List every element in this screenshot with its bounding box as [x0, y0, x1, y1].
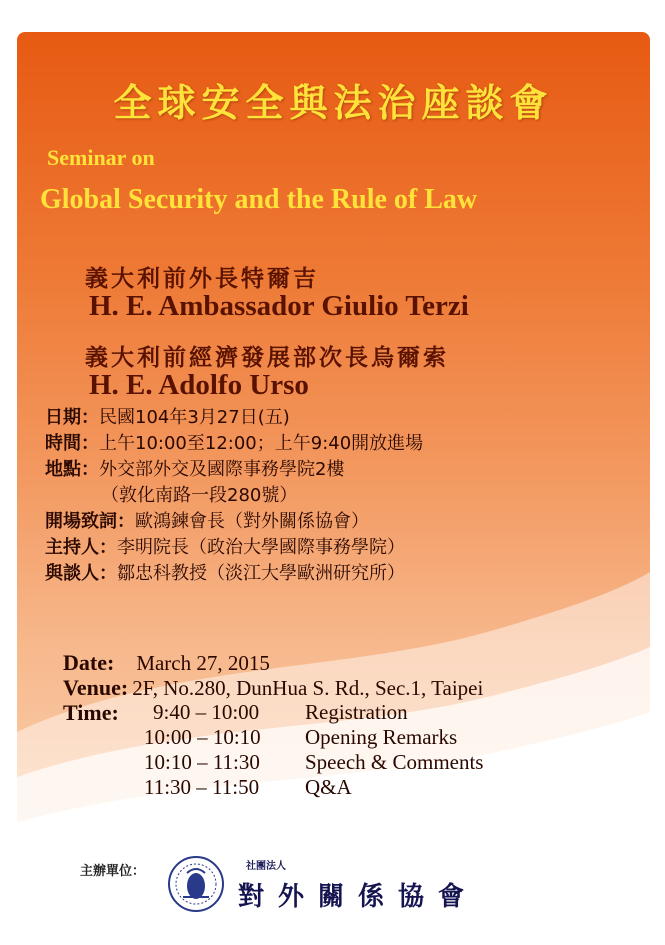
speaker-1-zh: 義大利前外長特爾吉	[85, 266, 319, 292]
org-name: 對外關係協會	[238, 882, 479, 912]
info-row-address: （敦化南路一段280號）	[101, 485, 298, 506]
info-row-venue: 地點：外交部外交及國際事務學院2樓	[45, 459, 345, 480]
schedule-time-2: 10:10 – 11:30	[144, 750, 260, 774]
en-time-row: Time:	[63, 700, 119, 725]
schedule-item-3: Q&A	[305, 775, 352, 799]
en-venue-row: Venue: 2F, No.280, DunHua S. Rd., Sec.1, Taipei	[63, 675, 484, 700]
info-row-date: 日期：民國104年3月27日(五)	[45, 407, 290, 428]
org-prefix: 社團法人	[246, 861, 286, 872]
organization-logo-icon	[165, 853, 227, 915]
schedule-time-1: 10:00 – 10:10	[144, 725, 261, 749]
speaker-2-zh: 義大利前經濟發展部次長烏爾索	[85, 345, 449, 371]
schedule-item-2: Speech & Comments	[305, 750, 484, 774]
poster-panel	[17, 32, 650, 850]
schedule-item-0: Registration	[305, 700, 408, 724]
info-row-time: 時間：上午10:00至12:00；上午9:40開放進場	[45, 433, 424, 454]
schedule-item-1: Opening Remarks	[305, 725, 458, 749]
en-date-row: Date: March 27, 2015	[63, 650, 270, 675]
speaker-1-en: H. E. Ambassador Giulio Terzi	[89, 290, 469, 322]
schedule-time-3: 11:30 – 11:50	[144, 775, 260, 799]
info-english	[63, 650, 483, 725]
info-chinese	[45, 405, 423, 587]
seminar-on-label: Seminar on	[47, 145, 155, 170]
seminar-title: Global Security and the Rule of Law	[40, 184, 478, 215]
info-row-opening: 開場致詞：歐鴻鍊會長（對外關係協會）	[45, 511, 369, 532]
host-label: 主辦單位：	[80, 864, 146, 879]
schedule-time-0: 9:40 – 10:00	[153, 700, 260, 724]
info-row-panelist: 與談人：鄒忠科教授（淡江大學歐洲研究所）	[45, 563, 405, 584]
speaker-2-en: H. E. Adolfo Urso	[89, 369, 309, 401]
title-chinese: 全球安全與法治座談會	[113, 81, 554, 125]
info-row-moderator: 主持人：李明院長（政治大學國際事務學院）	[45, 537, 405, 558]
